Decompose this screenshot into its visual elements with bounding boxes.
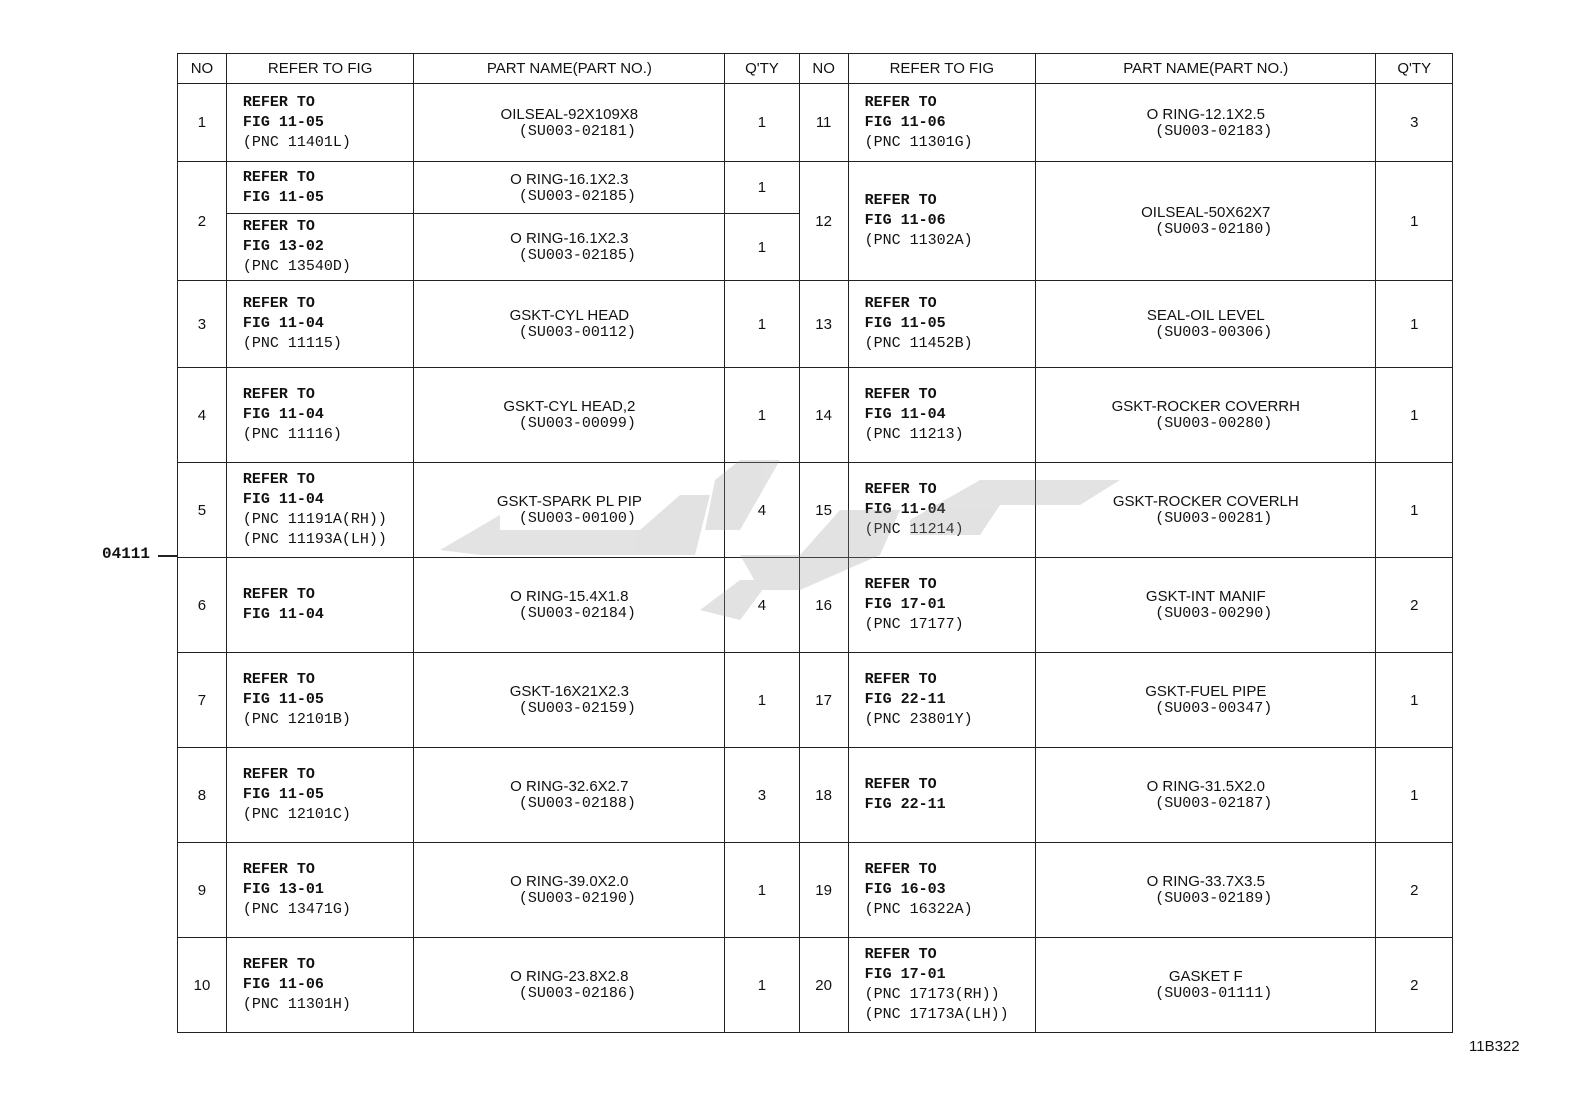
part-number: (SU003-02189) xyxy=(1155,890,1273,907)
part-name: O RING-31.5X2.0 xyxy=(1146,778,1265,795)
refer-line: REFER TO xyxy=(864,576,937,593)
refer-line: REFER TO xyxy=(864,861,937,878)
refer-cell xyxy=(226,84,414,162)
quantity: 1 xyxy=(1376,748,1453,843)
part-number: (SU003-02159) xyxy=(518,700,636,717)
refer-line: (PNC 11302A) xyxy=(864,232,973,249)
refer-line: REFER TO xyxy=(864,295,937,312)
part-name-cell xyxy=(1036,368,1376,463)
quantity: 1 xyxy=(725,162,799,214)
header-row xyxy=(178,54,1453,84)
refer-line: FIG 11-05 xyxy=(242,786,324,803)
part-number: (SU003-00112) xyxy=(518,324,636,341)
part-name: GSKT-CYL HEAD xyxy=(509,307,630,324)
figure-id: 11B322 xyxy=(1469,1038,1520,1055)
refer-line: REFER TO xyxy=(242,218,315,235)
part-number: (SU003-00100) xyxy=(518,510,636,527)
part-number: (SU003-02185) xyxy=(518,187,636,205)
part-name: GSKT-CYL HEAD,2 xyxy=(503,398,636,415)
refer-cell xyxy=(848,162,1036,281)
refer-cell xyxy=(226,748,414,843)
refer-cell xyxy=(226,938,414,1033)
part-name: OILSEAL-50X62X7 xyxy=(1141,204,1271,221)
refer-line: FIG 11-05 xyxy=(242,113,324,131)
part-number: (SU003-02188) xyxy=(518,795,636,812)
part-name: O RING-16.1X2.3 xyxy=(510,230,629,247)
part-name-cell xyxy=(1036,843,1376,938)
part-name: O RING-39.0X2.0 xyxy=(510,873,629,890)
part-name-cell xyxy=(414,463,725,558)
part-number: (SU003-02183) xyxy=(1155,122,1273,140)
table-row xyxy=(178,843,1453,938)
refer-line: (PNC 11115) xyxy=(242,335,342,352)
refer-line: (PNC 13471G) xyxy=(242,901,351,918)
refer-line: FIG 22-11 xyxy=(864,796,946,813)
refer-line: (PNC 11401L) xyxy=(242,133,351,151)
part-number: (SU003-00280) xyxy=(1155,415,1273,432)
refer-cell xyxy=(226,653,414,748)
refer-line: REFER TO xyxy=(242,671,315,688)
header-refer-right: REFER TO FIG xyxy=(848,54,1036,84)
refer-line: (PNC 12101B) xyxy=(242,711,351,728)
header-qty-right: Q'TY xyxy=(1376,54,1453,84)
row-number: 20 xyxy=(799,938,848,1033)
header-no-right: NO xyxy=(799,54,848,84)
refer-line: FIG 11-04 xyxy=(242,606,324,623)
part-name-cell xyxy=(414,748,725,843)
refer-line: FIG 17-01 xyxy=(864,596,946,613)
part-number: (SU003-00306) xyxy=(1155,324,1273,341)
row-number: 11 xyxy=(799,84,848,162)
callout-leader-line xyxy=(158,555,177,557)
part-name-cell xyxy=(414,938,725,1033)
refer-line: FIG 11-04 xyxy=(864,406,946,423)
quantity: 1 xyxy=(725,653,799,748)
part-name: OILSEAL-92X109X8 xyxy=(500,105,639,123)
part-name-cell xyxy=(414,558,725,653)
refer-line: FIG 11-06 xyxy=(864,113,946,131)
refer-line: (PNC 17173A(LH)) xyxy=(864,1006,1009,1023)
refer-line: (PNC 11301H) xyxy=(242,996,351,1013)
refer-line: REFER TO xyxy=(242,93,315,111)
part-name-cell xyxy=(414,214,725,281)
refer-line: (PNC 11214) xyxy=(864,521,964,538)
refer-line: REFER TO xyxy=(242,956,315,973)
row-number: 18 xyxy=(799,748,848,843)
row-number: 2 xyxy=(178,162,227,281)
callout-label: 04111 xyxy=(102,545,151,563)
row-number: 8 xyxy=(178,748,227,843)
refer-line: FIG 13-01 xyxy=(242,881,324,898)
refer-cell xyxy=(848,84,1036,162)
row-number: 14 xyxy=(799,368,848,463)
row-number: 7 xyxy=(178,653,227,748)
refer-line: (PNC 11452B) xyxy=(864,335,973,352)
quantity: 3 xyxy=(725,748,799,843)
part-name: O RING-16.1X2.3 xyxy=(510,170,629,188)
part-name-cell xyxy=(1036,748,1376,843)
part-number: (SU003-00281) xyxy=(1155,510,1273,527)
refer-line: FIG 16-03 xyxy=(864,881,946,898)
table-row xyxy=(178,463,1453,558)
quantity: 1 xyxy=(725,368,799,463)
refer-line: (PNC 13540D) xyxy=(242,258,351,275)
table-row xyxy=(178,653,1453,748)
table-row xyxy=(178,938,1453,1033)
part-name-cell xyxy=(1036,938,1376,1033)
refer-line: (PNC 11213) xyxy=(864,426,964,443)
refer-line: FIG 11-04 xyxy=(864,501,946,518)
refer-cell xyxy=(848,748,1036,843)
refer-line: REFER TO xyxy=(864,386,937,403)
row-number: 5 xyxy=(178,463,227,558)
part-name-cell xyxy=(1036,558,1376,653)
part-number: (SU003-00347) xyxy=(1155,700,1273,717)
part-name: GSKT-ROCKER COVERLH xyxy=(1112,493,1299,510)
part-name-cell xyxy=(414,653,725,748)
part-name-cell xyxy=(414,84,725,162)
refer-line: (PNC 11301G) xyxy=(864,133,973,151)
quantity: 1 xyxy=(1376,653,1453,748)
part-name: GASKET F xyxy=(1168,968,1243,985)
refer-line: FIG 11-06 xyxy=(242,976,324,993)
refer-line: (PNC 11193A(LH)) xyxy=(242,531,387,548)
refer-line: FIG 11-05 xyxy=(242,691,324,708)
part-name: GSKT-SPARK PL PIP xyxy=(496,493,642,510)
row-number: 19 xyxy=(799,843,848,938)
part-number: (SU003-02184) xyxy=(518,605,636,622)
parts-table xyxy=(177,53,1453,1033)
quantity: 2 xyxy=(1376,938,1453,1033)
refer-line: REFER TO xyxy=(864,192,937,209)
refer-line: FIG 11-04 xyxy=(242,491,324,508)
part-name-cell xyxy=(1036,162,1376,281)
refer-cell xyxy=(848,653,1036,748)
refer-line: FIG 11-06 xyxy=(864,212,946,229)
part-name: O RING-33.7X3.5 xyxy=(1146,873,1265,890)
refer-line: (PNC 17177) xyxy=(864,616,964,633)
refer-cell xyxy=(226,214,414,281)
refer-line: REFER TO xyxy=(242,861,315,878)
part-number: (SU003-01111) xyxy=(1155,985,1273,1002)
refer-cell xyxy=(848,843,1036,938)
refer-line: (PNC 11116) xyxy=(242,426,342,443)
part-name: SEAL-OIL LEVEL xyxy=(1146,307,1265,324)
row-number: 10 xyxy=(178,938,227,1033)
refer-line: REFER TO xyxy=(864,671,937,688)
refer-line: REFER TO xyxy=(864,776,937,793)
part-number: (SU003-02185) xyxy=(518,247,636,264)
part-name: GSKT-INT MANIF xyxy=(1145,588,1266,605)
refer-line: (PNC 17173(RH)) xyxy=(864,986,1000,1003)
row-number: 1 xyxy=(178,84,227,162)
refer-line: (PNC 16322A) xyxy=(864,901,973,918)
row-number: 3 xyxy=(178,281,227,368)
part-number: (SU003-02190) xyxy=(518,890,636,907)
header-refer: REFER TO FIG xyxy=(226,54,414,84)
part-name: GSKT-FUEL PIPE xyxy=(1145,683,1267,700)
part-name-cell xyxy=(1036,463,1376,558)
part-name: GSKT-16X21X2.3 xyxy=(509,683,629,700)
table-row xyxy=(178,84,1453,162)
part-name: O RING-23.8X2.8 xyxy=(510,968,629,985)
refer-cell xyxy=(848,938,1036,1033)
refer-line: FIG 17-01 xyxy=(864,966,946,983)
refer-cell xyxy=(848,281,1036,368)
refer-line: REFER TO xyxy=(242,471,315,488)
quantity: 1 xyxy=(725,84,799,162)
quantity: 1 xyxy=(1376,162,1453,281)
row-number: 6 xyxy=(178,558,227,653)
row-number: 16 xyxy=(799,558,848,653)
part-name: GSKT-ROCKER COVERRH xyxy=(1111,398,1300,415)
refer-line: FIG 11-04 xyxy=(242,406,324,423)
header-no: NO xyxy=(178,54,227,84)
table-row xyxy=(178,281,1453,368)
part-name: O RING-15.4X1.8 xyxy=(510,588,629,605)
refer-line: FIG 11-05 xyxy=(242,188,324,206)
quantity: 1 xyxy=(1376,368,1453,463)
refer-line: REFER TO xyxy=(864,481,937,498)
part-name-cell xyxy=(414,162,725,214)
row-number: 13 xyxy=(799,281,848,368)
refer-line: REFER TO xyxy=(242,586,315,603)
refer-cell xyxy=(848,463,1036,558)
refer-line: REFER TO xyxy=(242,168,315,186)
row-number: 12 xyxy=(799,162,848,281)
refer-line: (PNC 11191A(RH)) xyxy=(242,511,387,528)
refer-cell xyxy=(226,162,414,214)
refer-cell xyxy=(226,843,414,938)
table-row xyxy=(178,558,1453,653)
row-number: 9 xyxy=(178,843,227,938)
refer-line: REFER TO xyxy=(242,295,315,312)
refer-line: REFER TO xyxy=(242,766,315,783)
table-row xyxy=(178,162,1453,214)
refer-line: (PNC 12101C) xyxy=(242,806,351,823)
refer-line: REFER TO xyxy=(242,386,315,403)
quantity: 3 xyxy=(1376,84,1453,162)
refer-line: FIG 11-05 xyxy=(864,315,946,332)
header-qty: Q'TY xyxy=(725,54,799,84)
part-name-cell xyxy=(1036,653,1376,748)
header-part-name: PART NAME(PART NO.) xyxy=(414,54,725,84)
refer-line: FIG 22-11 xyxy=(864,691,946,708)
refer-cell xyxy=(226,463,414,558)
part-name: O RING-32.6X2.7 xyxy=(510,778,629,795)
part-number: (SU003-02186) xyxy=(518,985,636,1002)
quantity: 1 xyxy=(1376,463,1453,558)
quantity: 1 xyxy=(725,214,799,281)
part-name-cell xyxy=(1036,84,1376,162)
quantity: 4 xyxy=(725,558,799,653)
header-part-name-right: PART NAME(PART NO.) xyxy=(1036,54,1376,84)
part-name-cell xyxy=(414,843,725,938)
part-name-cell xyxy=(1036,281,1376,368)
part-number: (SU003-00099) xyxy=(518,415,636,432)
quantity: 1 xyxy=(725,281,799,368)
row-number: 15 xyxy=(799,463,848,558)
row-number: 17 xyxy=(799,653,848,748)
quantity: 2 xyxy=(1376,558,1453,653)
table-row xyxy=(178,368,1453,463)
parts-table-body xyxy=(178,84,1453,1033)
part-name-cell xyxy=(414,368,725,463)
part-number: (SU003-00290) xyxy=(1155,605,1273,622)
part-name: O RING-12.1X2.5 xyxy=(1146,105,1265,123)
part-number: (SU003-02180) xyxy=(1155,221,1273,238)
refer-cell xyxy=(226,368,414,463)
refer-cell xyxy=(226,558,414,653)
refer-cell xyxy=(848,368,1036,463)
quantity: 1 xyxy=(725,843,799,938)
quantity: 2 xyxy=(1376,843,1453,938)
part-number: (SU003-02181) xyxy=(518,122,636,140)
refer-line: FIG 13-02 xyxy=(242,238,324,255)
refer-line: FIG 11-04 xyxy=(242,315,324,332)
refer-line: (PNC 23801Y) xyxy=(864,711,973,728)
table-row xyxy=(178,748,1453,843)
part-number: (SU003-02187) xyxy=(1155,795,1273,812)
refer-line: REFER TO xyxy=(864,93,937,111)
row-number: 4 xyxy=(178,368,227,463)
refer-cell xyxy=(226,281,414,368)
part-name-cell xyxy=(414,281,725,368)
quantity: 4 xyxy=(725,463,799,558)
quantity: 1 xyxy=(1376,281,1453,368)
quantity: 1 xyxy=(725,938,799,1033)
refer-line: REFER TO xyxy=(864,946,937,963)
refer-cell xyxy=(848,558,1036,653)
